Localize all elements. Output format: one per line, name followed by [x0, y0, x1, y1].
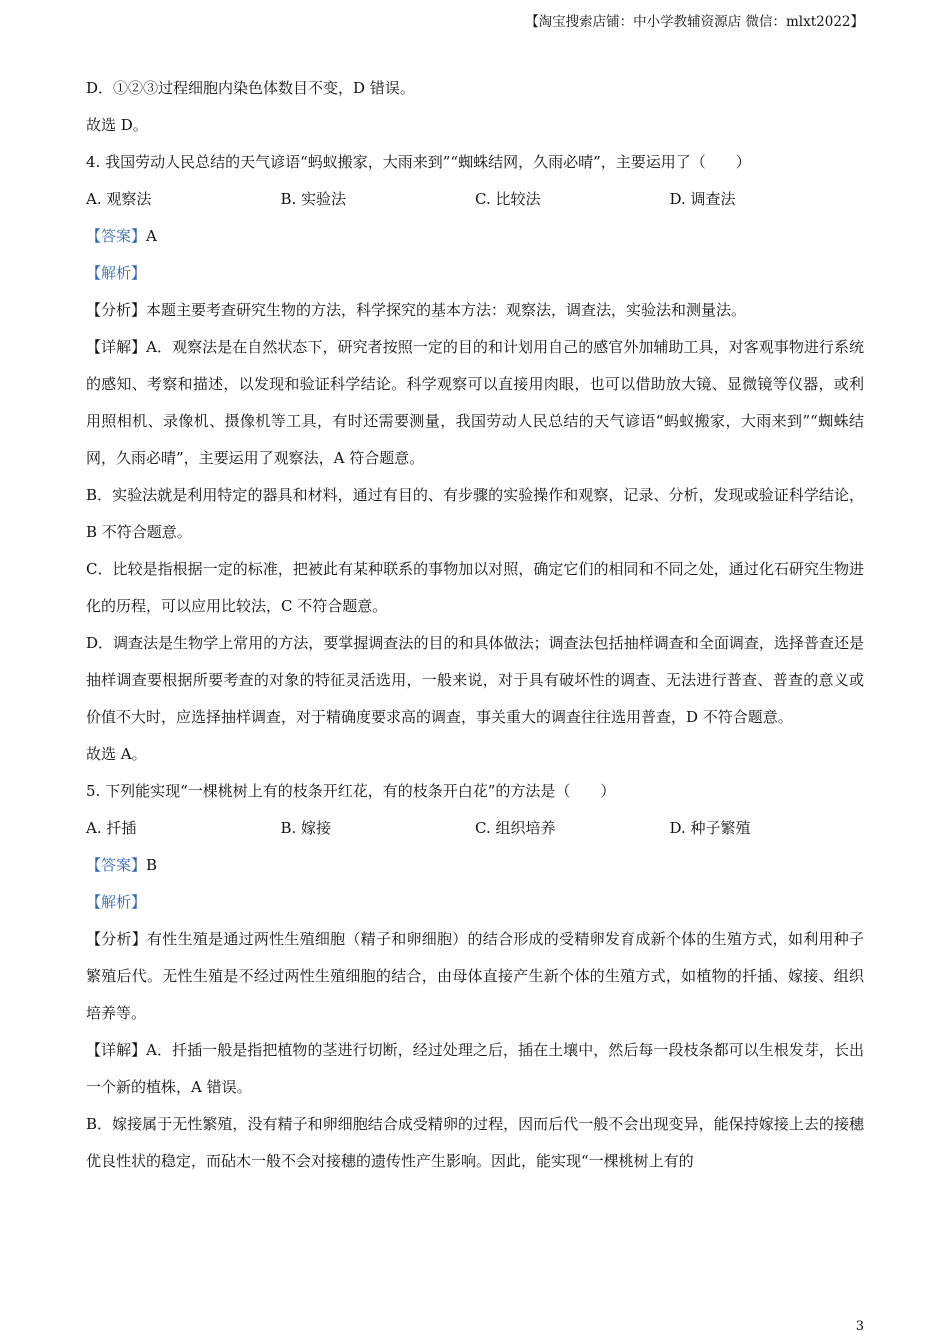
detail-b: B．实验法就是利用特定的器具和材料，通过有目的、有步骤的实验操作和观察，记录、分析，发现或验证科学结论，B 不符合题意。	[86, 486, 864, 541]
detail-label: 【详解】	[86, 1041, 147, 1059]
question-5: 5. 下列能实现“一棵桃树上有的枝条开红花，有的枝条开白花”的方法是（ ）	[86, 782, 616, 800]
text-line: D．①②③过程细胞内染色体数目不变，D 错误。	[86, 79, 415, 97]
summary-label: 【分析】	[86, 930, 148, 948]
question-5-options	[86, 810, 864, 847]
page-header: 【淘宝搜索店铺：中小学教辅资源店 微信：mlxt2022】	[525, 14, 864, 30]
option-c: C. 比较法	[475, 190, 541, 208]
summary-text: 有性生殖是通过两性生殖细胞（精子和卵细胞）的结合形成的受精卵发育成新个体的生殖方式，如利用种子繁殖后代。无性生殖是不经过两性生殖细胞的结合，由母体直接产生新个体的生殖方式，如植物的扦插、嫁接、组织培养等。	[86, 930, 864, 1022]
answer-label: 【答案】	[86, 856, 147, 874]
detail-a	[86, 1032, 864, 1106]
analysis-summary	[86, 921, 864, 1032]
answer-label: 【答案】	[86, 227, 147, 245]
selection-line: 故选 A。	[86, 745, 147, 763]
option-a: A. 扦插	[86, 819, 137, 837]
option-d: D. 调查法	[669, 190, 736, 208]
question-4: 4. 我国劳动人民总结的天气谚语“蚂蚁搬家，大雨来到”“蜘蛛结网，久雨必晴”，主要运用了（ ）	[86, 153, 751, 171]
analysis-label: 【解析】	[86, 893, 147, 911]
detail-a	[86, 329, 864, 477]
option-c: C. 组织培养	[475, 819, 556, 837]
document-body	[86, 70, 864, 1180]
summary-text: 本题主要考查研究生物的方法，科学探究的基本方法：观察法，调查法，实验法和测量法。	[146, 301, 747, 319]
detail-b: B．嫁接属于无性繁殖，没有精子和卵细胞结合成受精卵的过程，因而后代一般不会出现变异，能保持嫁接上去的接穗优良性状的稳定，而砧木一般不会对接穗的遗传性产生影响。因此，能实现“一棵桃树上有的	[86, 1115, 864, 1170]
summary-label: 【分析】	[86, 301, 147, 319]
detail-label: 【详解】	[86, 338, 147, 356]
answer-value: A	[146, 227, 157, 245]
detail-c: C．比较是指根据一定的标准，把被此有某种联系的事物加以对照，确定它们的相同和不同之处，通过化石研究生物进化的历程，可以应用比较法，C 不符合题意。	[86, 560, 864, 615]
option-b: B. 嫁接	[280, 819, 332, 837]
question-4-options	[86, 181, 864, 218]
answer-line	[86, 218, 864, 255]
analysis-label: 【解析】	[86, 264, 147, 282]
analysis-summary	[86, 292, 864, 329]
detail-d: D．调查法是生物学上常用的方法，要掌握调查法的目的和具体做法；调查法包括抽样调查和全面调查，选择普查还是抽样调查要根据所要考查的对象的特征灵活选用，一般来说，对于具有破坏性的调查、无法进行普查、普查的意义或价值不大时，应选择抽样调查，对于精确度要求高的调查，事关重大的调查往往选用普查，D 不符合题意。	[86, 634, 864, 726]
answer-line	[86, 847, 864, 884]
answer-value: B	[146, 856, 158, 874]
detail-text: A．扦插一般是指把植物的茎进行切断，经过处理之后，插在土壤中，然后每一段枝条都可以生根发芽，长出一个新的植株，A 错误。	[86, 1041, 864, 1096]
page-number: 3	[855, 1319, 864, 1334]
detail-text: A．观察法是在自然状态下，研究者按照一定的目的和计划用自己的感官外加辅助工具，对客观事物进行系统的感知、考察和描述，以发现和验证科学结论。科学观察可以直接用肉眼，也可以借助放大镜、显微镜等仪器，或利用照相机、录像机、摄像机等工具，有时还需要测量，我国劳动人民总结的天气谚语“蚂蚁搬家，大雨来到”“蜘蛛结网，久雨必晴”，主要运用了观察法，A 符合题意。	[86, 338, 864, 467]
option-d: D. 种子繁殖	[669, 819, 751, 837]
option-a: A. 观察法	[86, 190, 152, 208]
text-line: 故选 D。	[86, 116, 148, 134]
option-b: B. 实验法	[280, 190, 347, 208]
